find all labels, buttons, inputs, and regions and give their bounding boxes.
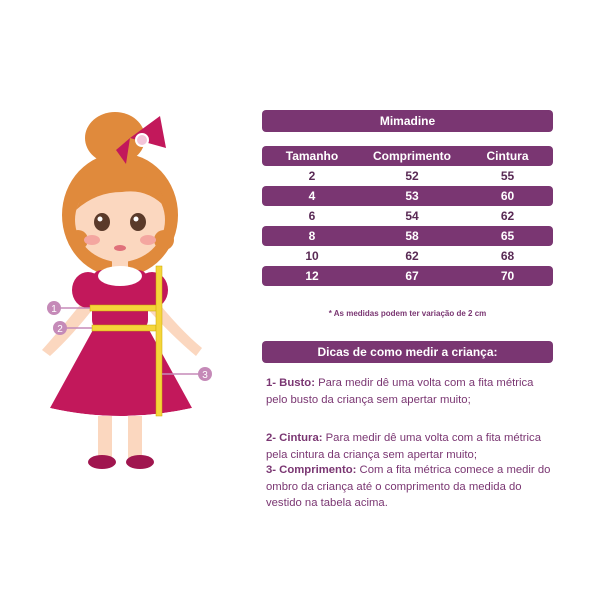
tip-label: 3- Comprimento:: [266, 464, 357, 476]
cell-size: 8: [308, 229, 316, 243]
tip-text: Para medir dê uma volta com a fita métrica pelo busto da criança sem apertar muito;: [266, 377, 534, 406]
shoe-right: [126, 455, 154, 469]
mouth: [114, 245, 126, 251]
bust-tape: [90, 305, 158, 311]
size-table: [262, 146, 553, 286]
cell-waist: 70: [500, 269, 515, 283]
collar: [98, 266, 142, 286]
cell-size: 12: [305, 269, 319, 283]
table-row: [262, 166, 553, 186]
cell-length: 58: [405, 229, 419, 243]
leg-left: [98, 416, 112, 458]
tip-bust: [266, 375, 556, 408]
cell-waist: 55: [500, 169, 515, 183]
bow-knot: [136, 134, 148, 146]
tip-waist: [266, 430, 556, 463]
cell-waist: 60: [500, 189, 515, 203]
eye-right: [130, 213, 146, 231]
header-length: Comprimento: [373, 149, 451, 163]
table-row: [262, 266, 553, 286]
variation-note: * As medidas podem ter variação de 2 cm: [328, 309, 487, 318]
waist-tape: [92, 325, 156, 331]
cell-waist: 68: [500, 249, 515, 263]
cheek-left: [84, 235, 100, 245]
cell-size: 6: [308, 209, 316, 223]
marker-1: [47, 301, 61, 315]
marker-3: [198, 367, 212, 381]
cell-waist: 62: [500, 209, 515, 223]
tip-text: Para medir dê uma volta com a fita métrica pela cintura da criança sem apertar muito;: [266, 432, 541, 461]
length-tape: [156, 266, 162, 416]
cell-size: 4: [308, 189, 316, 203]
cell-length: 62: [405, 249, 419, 263]
cell-length: 54: [405, 209, 419, 223]
table-row: [262, 206, 553, 226]
table-header-row: [262, 146, 553, 166]
svg-text:3: 3: [202, 370, 208, 381]
cell-length: 52: [405, 169, 419, 183]
tip-label: 2- Cintura:: [266, 432, 323, 444]
tips-title: Dicas de como medir a criança:: [262, 341, 553, 363]
table-row: [262, 186, 553, 206]
girl-measurement-illustration: [30, 100, 230, 480]
shoe-left: [88, 455, 116, 469]
table-row: [262, 246, 553, 266]
tip-label: 1- Busto:: [266, 377, 315, 389]
svg-text:2: 2: [57, 324, 63, 335]
eye-left: [94, 213, 110, 231]
marker-2: [53, 321, 67, 335]
hair-curl-right: [154, 230, 174, 250]
table-row: [262, 226, 553, 246]
cell-size: 10: [305, 249, 319, 263]
cell-size: 2: [308, 169, 316, 183]
svg-text:1: 1: [51, 304, 57, 315]
cell-waist: 65: [500, 229, 515, 243]
tip-length: [266, 462, 556, 512]
header-size: Tamanho: [285, 149, 339, 163]
cell-length: 67: [405, 269, 419, 283]
brand-title: Mimadine: [262, 110, 553, 132]
skirt: [50, 328, 192, 416]
tip-text: Com a fita métrica comece a medir do ombro da criança até o comprimento da medida do vestido na tabela acima.: [266, 464, 551, 509]
leg-right: [128, 416, 142, 458]
cell-length: 53: [405, 189, 419, 203]
header-waist: Cintura: [486, 149, 529, 163]
cheek-right: [140, 235, 156, 245]
